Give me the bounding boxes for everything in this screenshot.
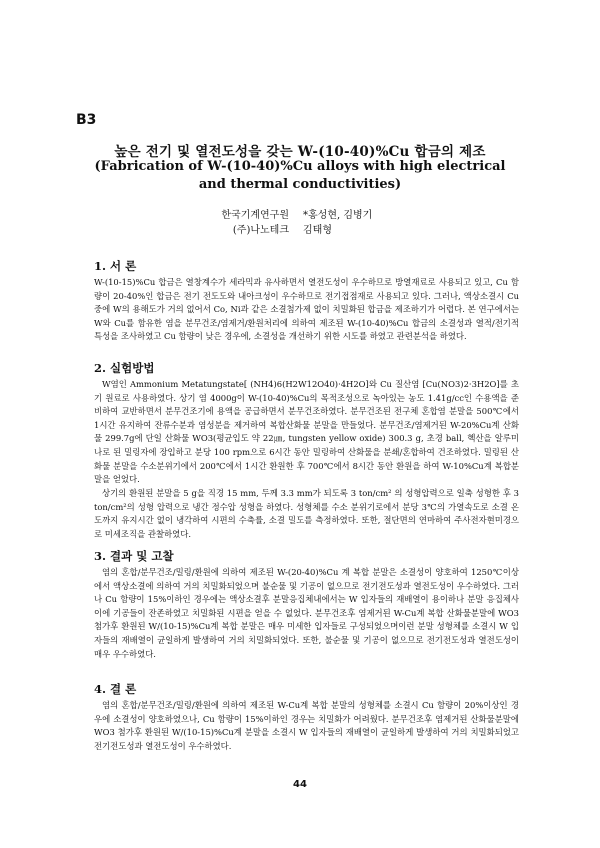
section-heading-methods: 2. 실험방법 [94, 361, 155, 375]
section-heading-introduction: 1. 서 론 [94, 259, 137, 273]
author-names: *홍성현, 김병기 [303, 210, 373, 221]
title-english-line-1: (Fabrication of W-(10-40)%Cu alloys with high electrical [94, 159, 506, 174]
title-korean: 높은 전기 및 열전도성을 갖는 W-(10-40)%Cu 합금의 제조 [114, 144, 486, 160]
affiliation: (주)나노테크 [232, 225, 289, 236]
results-paragraph: 염의 혼합/분무건조/밀링/환원에 의하여 제조된 W-(20-40)%Cu 계 복합 분말은 소결성이 양호하여 1250℃이상에서 액상소결에 의하여 거의 치밀화되었으며 불순물 및 기공이 없으므로 전기전도성과 열전도성이 우수하였다. 그러나 Cu 함량이 15%이하인 경우에는 액상소결후 분말응집체내에서는 W 입자들의 재배열이 용이하나 분말 응집체사이에 기공들이 잔존하였고 치밀화된 시편을 얻을 수 없었다. 분무건조후 염제거된 W-Cu계 복합 산화물분말에 WO3 첨가후 환원된 W/(10-15)%Cu계 복합 분말은 매우 미세한 입자들로 구성되었으며이런 분말 성형체를 소결시 W 입자들의 재배열이 균일하게 발생하여 거의 치밀화되었다. 또한, 불순물 및 기공이 없으므로 전기전도성과 열전도성이 매우 우수하였다. [94, 567, 519, 659]
title-english-line-2: and thermal conductivities) [198, 177, 402, 192]
section-heading-results: 3. 결과 및 고찰 [94, 549, 174, 563]
author-block [40, 208, 560, 238]
section-heading-conclusion: 4. 결 론 [94, 682, 137, 696]
author-line [40, 208, 560, 223]
author-line [40, 223, 560, 238]
session-code: B3 [76, 112, 97, 128]
methods-paragraph-1: W염인 Ammonium Metatungstate[ (NH4)6(H2W12O40)·4H2O]와 Cu 질산염 [Cu(NO3)2·3H2O]를 초기 원료로 사용하였다. 상기 염 4000g이 W-(10-40)%Cu의 목적조성으로 녹아있는 농도 1.41g/cc인 수용액을 준비하여 교반하면서 분무건조기에 용액을 공급하면서 분무건조하였다. 분무건조된 전구체 혼합염 분말을 500℃에서 1시간 유지하여 잔류수분과 염성분을 제거하여 복합산화물 분말을 만들었다. 분무건조/염제거된 W-20%Cu계 산화물 299.7g에 단일 산화물 WO3(평균입도 약 22㎛, tungsten yellow oxide) 300.3 g, 초경 ball, 헥산을 알루미나로 된 밀링자에 장입하고 분당 100 rpm으로 6시간 동안 밀링하여 산화물을 분쇄/혼합하여 건조하였다. 밀링된 산화물 분말을 수소분위기에서 200℃에서 1시간 환원한 후 700℃에서 8시간 동안 환원을 하여 W-10%Cu계 복합분말을 얻었다. [94, 379, 519, 485]
author-names: 김태형 [303, 225, 332, 236]
title-english [40, 158, 560, 194]
conclusion-paragraph: 염의 혼합/분무건조/밀링/환원에 의하여 제조된 W-Cu계 복합 분말의 성형체를 소결시 Cu 함량이 20%이상인 경우에 소결성이 양호하였으나, Cu 함량이 15%이하인 경우는 치밀화가 어려웠다. 분무건조후 염제거된 산화물분말에 WO3 첨가후 환원된 W/(10-15)%Cu계 분말을 소결시 W 입자들의 재배열이 균일하게 발생하여 거의 치밀화되었고 전기전도성과 열전도성이 우수하였다. [94, 700, 519, 751]
methods-paragraph-2: 상기의 환원된 분말을 5 g을 직경 15 mm, 두께 3.3 mm가 되도록 3 ton/cm² 의 성형압력으로 일축 성형한 후 3 ton/cm²의 성형 압력으로 냉간 정수압 성형을 하였다. 성형체를 수소 분위기로에서 분당 3℃의 가열속도로 소결 온도까지 유지시간 없이 냉각하여 시편의 수축률, 소결 밀도를 측정하였다. 또한, 절단면의 연마하여 주사전자현미경으로 미세조직을 관찰하였다. [94, 488, 519, 539]
page-number: 44 [293, 779, 307, 790]
intro-paragraph: W-(10-15)%Cu 합금은 열창계수가 세라믹과 유사하면서 열전도성이 우수하므로 방열재료로 사용되고 있고, Cu 함량이 20-40%인 합금은 전기 전도도와 내아크성이 우수하므로 전기접점재로 사용되고 있다. 그러나, 액상소결시 Cu중에 W의 용해도가 거의 없어서 Co, Ni과 같은 소결첨가제 없이 치밀화된 합금을 제조하기가 어렵다. 본 연구에서는 W와 Cu를 함유한 염을 분무건조/염제거/환원처리에 의하여 제조된 W-(10-40)%Cu 합금의 소결성과 열적/전기적 특성을 조사하였고 Cu 함량이 낮은 경우에, 소결성을 개선하기 위한 시도를 하였고 관련분석을 하였다. [94, 277, 519, 342]
affiliation: 한국기계연구원 [221, 210, 289, 221]
